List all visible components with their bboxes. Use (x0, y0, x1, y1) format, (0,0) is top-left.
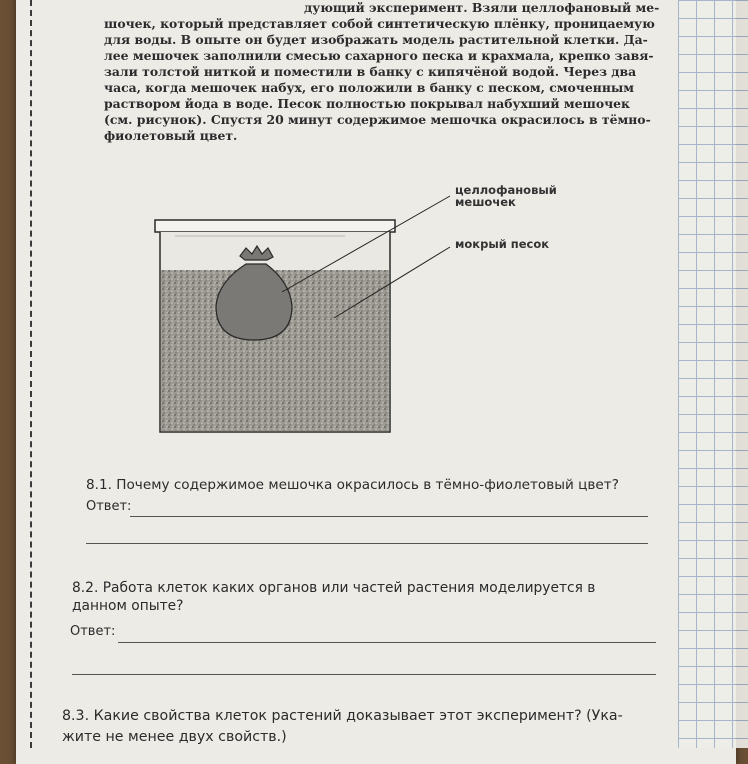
answer-line-8-1a[interactable] (130, 516, 648, 517)
intro-line: шочек, который представляет собой синтетическую плёнку, проницаемую (104, 16, 655, 31)
label-bag-line1: целлофановый (455, 183, 557, 197)
intro-line: лее мешочек заполнили смесью сахарного песка и крахмала, крепко завя- (104, 48, 654, 63)
answer-line-8-2a[interactable] (118, 642, 656, 643)
question-8-2-line2: данном опыте? (72, 598, 184, 614)
question-8-3-line1: 8.3. Какие свойства клеток растений доказывает этот эксперимент? (Ука- (62, 708, 623, 724)
intro-line: для воды. В опыте он будет изображать модель растительной клетки. Да- (104, 32, 648, 47)
intro-line: дующий эксперимент. Взяли целлофановый ме- (304, 0, 660, 15)
question-8-3-line2: жите не менее двух свойств.) (62, 729, 287, 745)
answer-label-8-1: Ответ: (86, 499, 132, 514)
answer-line-8-2b[interactable] (72, 674, 656, 675)
answer-label-8-2: Ответ: (70, 624, 116, 639)
label-bag (455, 184, 557, 208)
label-bag-line2: мешочек (455, 195, 516, 209)
intro-line: раствором йода в воде. Песок полностью покрывал набухший мешочек (104, 96, 630, 111)
question-8-1: 8.1. Почему содержимое мешочка окрасилось в тёмно-фиолетовый цвет? (86, 477, 619, 493)
answer-line-8-1b[interactable] (86, 543, 648, 544)
label-sand: мокрый песок (455, 237, 550, 251)
intro-line: фиолетовый цвет. (104, 128, 238, 143)
intro-line: часа, когда мешочек набух, его положили в банку с песком, смоченным (104, 80, 635, 95)
question-8-2-line1: 8.2. Работа клеток каких органов или частей растения моделируется в (72, 580, 596, 596)
intro-line: зали толстой ниткой и поместили в банку с кипячёной водой. Через два (104, 64, 637, 79)
intro-line: (см. рисунок). Спустя 20 минут содержимое мешочка окрасилось в тёмно- (104, 112, 651, 127)
